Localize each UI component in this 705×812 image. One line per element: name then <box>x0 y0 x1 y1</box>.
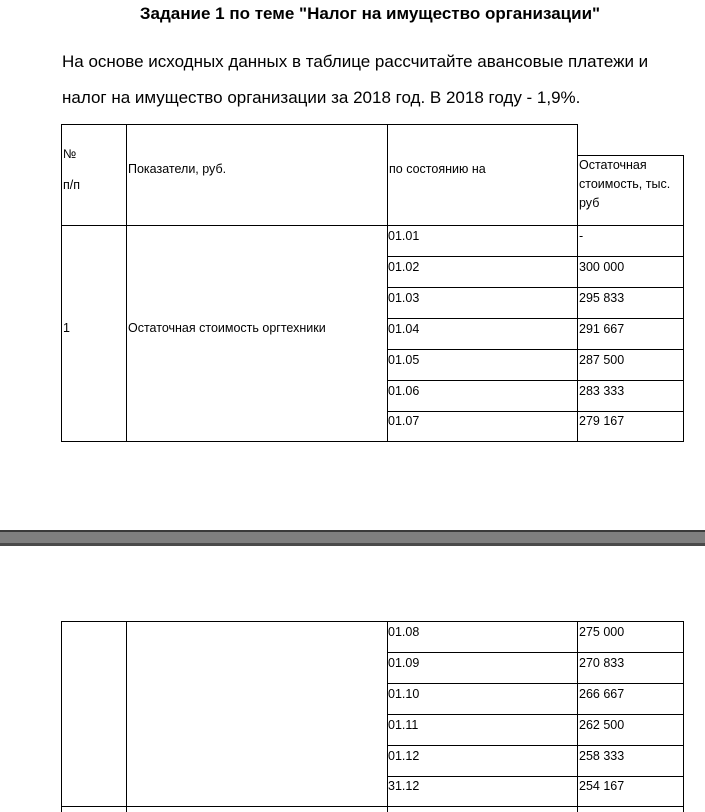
date-cell: 01.07 <box>388 414 420 428</box>
row-number: 1 <box>63 321 70 335</box>
date-cell: 01.05 <box>388 353 420 367</box>
task-description-line-2: налог на имущество организации за 2018 год. В 2018 году - 1,9%. <box>62 88 581 107</box>
table-border <box>126 124 127 442</box>
header-residual-value: Остаточная стоимость, тыс. руб <box>579 158 671 210</box>
table-border <box>61 806 684 807</box>
date-cell: 01.03 <box>388 291 420 305</box>
table-border <box>577 124 578 442</box>
table-border <box>387 683 684 684</box>
date-cell: 01.08 <box>388 625 420 639</box>
date-cell: 01.09 <box>388 656 420 670</box>
task-title: Задание 1 по теме "Налог на имущество организации" <box>139 4 601 23</box>
table-border <box>61 124 62 442</box>
table-border <box>126 621 127 812</box>
table-border <box>61 621 684 622</box>
table-border <box>387 411 684 412</box>
table-border <box>387 287 684 288</box>
table-border <box>577 621 578 812</box>
date-cell: 01.01 <box>388 229 420 243</box>
table-border <box>387 318 684 319</box>
value-cell: 295 833 <box>579 291 625 305</box>
value-cell: - <box>579 229 584 243</box>
table-border <box>61 225 684 226</box>
value-cell: 262 500 <box>579 718 625 732</box>
header-indicator: Показатели, руб. <box>128 162 227 176</box>
table-border <box>61 441 684 442</box>
page-separator <box>0 530 705 546</box>
value-cell: 291 667 <box>579 322 625 336</box>
table-border <box>387 714 684 715</box>
table-border <box>61 621 62 812</box>
table-border <box>387 745 684 746</box>
table-border <box>387 776 684 777</box>
value-cell: 287 500 <box>579 353 625 367</box>
date-cell: 01.02 <box>388 260 420 274</box>
value-cell: 283 333 <box>579 384 625 398</box>
value-cell: 254 167 <box>579 779 625 793</box>
table-border <box>387 349 684 350</box>
table-border <box>387 652 684 653</box>
value-cell: 258 333 <box>579 749 625 763</box>
date-cell: 01.04 <box>388 322 420 336</box>
table-border <box>683 621 684 812</box>
value-cell: 266 667 <box>579 687 625 701</box>
value-cell: 300 000 <box>579 260 625 274</box>
table-border <box>387 380 684 381</box>
date-cell: 01.06 <box>388 384 420 398</box>
date-cell: 01.10 <box>388 687 420 701</box>
header-as-of: по состоянию на <box>389 162 486 176</box>
value-cell: 270 833 <box>579 656 625 670</box>
task-description-line-1: На основе исходных данных в таблице рассчитайте авансовые платежи и <box>62 52 649 71</box>
table-border <box>61 124 578 125</box>
date-cell: 01.12 <box>388 749 420 763</box>
date-cell: 01.11 <box>388 718 419 732</box>
task-description <box>62 44 702 116</box>
header-number-abbrev: п/п <box>63 178 81 192</box>
value-cell: 279 167 <box>579 414 625 428</box>
value-cell: 275 000 <box>579 625 625 639</box>
header-number: № <box>63 147 77 161</box>
table-border <box>683 155 684 442</box>
row-label: Остаточная стоимость оргтехники <box>128 321 326 335</box>
date-cell: 31.12 <box>388 779 420 793</box>
table-border <box>387 256 684 257</box>
